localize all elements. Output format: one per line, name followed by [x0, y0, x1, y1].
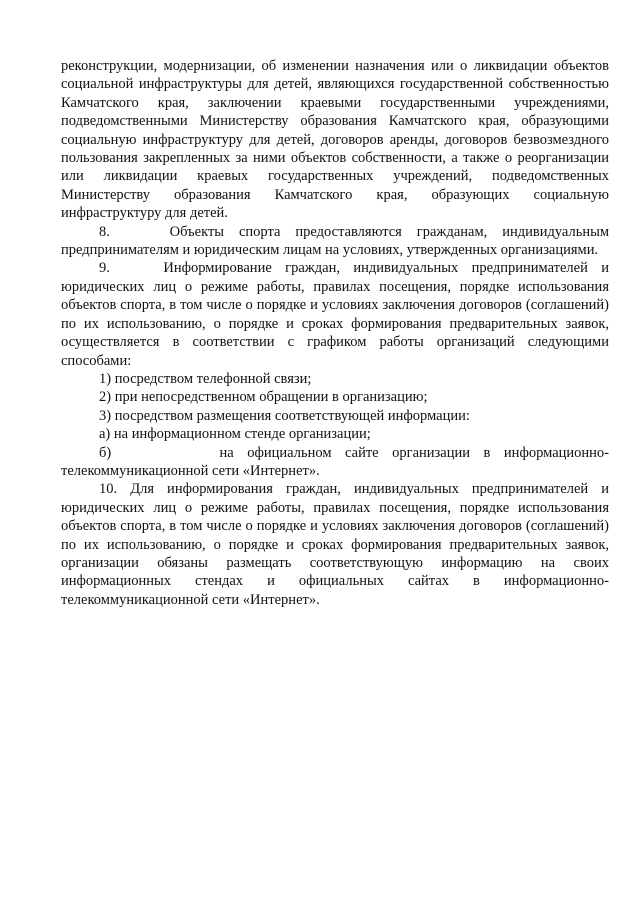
- paragraph-continuation: реконструкции, модернизации, об изменении назначения или о ликвидации объектов социальной инфраструктуры для детей, являющихся государственной собственностью Камчатского края, заключении краевыми государственными учреждениями, подведомственными Министерству образования Камчатского края, образующими социальную инфраструктуру для детей, договоров аренды, договоров безвозмездного пользования закрепленных за ними объектов собственности, а также о реорганизации или ликвидации краевых государственных учреждений, подведомственных Министерству образования Камчатского края, образующих социальную инфраструктуру для детей.: [61, 58, 609, 222]
- paragraph-item-10: 10. Для информирования граждан, индивидуальных предпринимателей и юридических лиц о режиме работы, правилах посещения, порядке использования объектов спорта, в том числе о порядке и условиях заключения договоров (соглашений) по их использованию, о порядке и сроках формирования предварительных заявок, организации обязаны размещать соответствующую информацию на своих информационных стендах и официальных сайтах в информационно-телекоммуникационной сети «Интернет».: [61, 481, 609, 608]
- paragraph-item-b: б) на официальном сайте организации в информационно-телекоммуникационной сети «Интернет».: [61, 444, 609, 479]
- list-item-info-stand: а) на информационном стенде организации;: [99, 426, 371, 443]
- document-page: [61, 57, 609, 609]
- list-item-phone: 1) посредством телефонной связи;: [99, 370, 312, 387]
- paragraph-item-9: 9. Информирование граждан, индивидуальных предпринимателей и юридических лиц о режиме работы, правилах посещения, порядке использования объектов спорта, в том числе о порядке и условиях заключения договоров (соглашений) по их использованию, о порядке и сроках формирования предварительных заявок, осуществляется в соответствии с графиком работы организаций следующими способами:: [61, 260, 609, 369]
- list-item-publication: 3) посредством размещения соответствующей информации:: [99, 407, 470, 424]
- list-item-direct-visit: 2) при непосредственном обращении в организацию;: [99, 389, 428, 406]
- paragraph-item-8: 8. Объекты спорта предоставляются гражданам, индивидуальным предпринимателям и юридическим лицам на условиях, утвержденных организациями.: [61, 223, 609, 259]
